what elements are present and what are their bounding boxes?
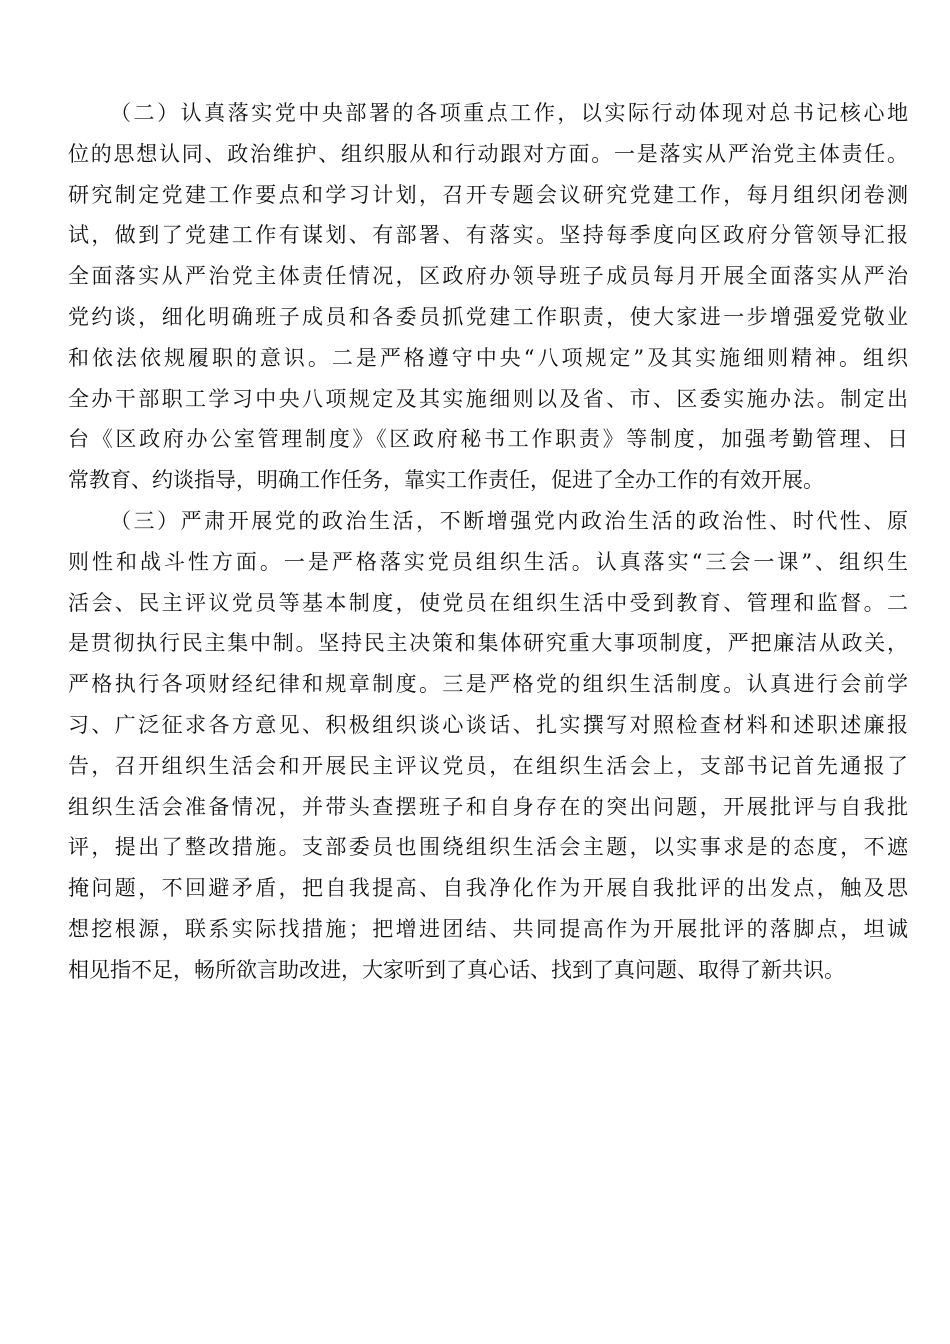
paragraph-3: [68, 501, 908, 991]
paragraph-line: 研究制定党建工作要点和学习计划，召开专题会议研究党建工作，每月组织闭卷测: [68, 182, 908, 207]
paragraph-line: 组织生活会准备情况，并带头查摆班子和自身存在的突出问题，开展批评与自我批: [68, 794, 908, 819]
paragraph-line: 则性和战斗性方面。一是严格落实党员组织生活。认真落实“三会一课”、组织生: [68, 549, 908, 574]
paragraph-line: 党约谈，细化明确班子成员和各委员抓党建工作职责，使大家进一步增强爱党敬业: [68, 304, 908, 329]
paragraph-line: 严格执行各项财经纪律和规章制度。三是严格党的组织生活制度。认真进行会前学: [68, 672, 908, 697]
paragraph-line: 和依法依规履职的意识。二是严格遵守中央“八项规定”及其实施细则精神。组织: [68, 345, 908, 370]
paragraph-line: 台《区政府办公室管理制度》《区政府秘书工作职责》等制度，加强考勤管理、日: [68, 427, 908, 452]
paragraph-line: 位的思想认同、政治维护、组织服从和行动跟对方面。一是落实从严治党主体责任。: [68, 141, 908, 166]
paragraph-line: 相见指不足，畅所欲言助改进，大家听到了真心话、找到了真问题、取得了新共识。: [68, 957, 845, 982]
paragraph-line: 试，做到了党建工作有谋划、有部署、有落实。坚持每季度向区政府分管领导汇报: [68, 223, 908, 248]
paragraph-line: 活会、民主评议党员等基本制度，使党员在组织生活中受到教育、管理和监督。二: [68, 590, 908, 615]
paragraph-line: 全办干部职工学习中央八项规定及其实施细则以及省、市、区委实施办法。制定出: [68, 386, 908, 411]
paragraph-line: （二）认真落实党中央部署的各项重点工作，以实际行动体现对总书记核心地: [110, 101, 908, 125]
paragraph-line: （三）严肃开展党的政治生活，不断增强党内政治生活的政治性、时代性、原: [110, 508, 908, 533]
paragraph-line: 是贯彻执行民主集中制。坚持民主决策和集体研究重大事项制度，严把廉洁从政关，: [68, 631, 908, 656]
paragraph-line: 评，提出了整改措施。支部委员也围绕组织生活会主题，以实事求是的态度，不遮: [68, 835, 908, 860]
paragraph-2: [68, 93, 908, 501]
paragraph-line: 告，召开组织生活会和开展民主评议党员，在组织生活会上，支部书记首先通报了: [68, 753, 908, 778]
document-body: [68, 93, 908, 991]
paragraph-line: 想挖根源，联系实际找措施；把增进团结、共同提高作为开展批评的落脚点，坦诚: [68, 916, 908, 941]
paragraph-line: 全面落实从严治党主体责任情况，区政府办领导班子成员每月开展全面落实从严治: [68, 264, 908, 289]
paragraph-line: 常教育、约谈指导，明确工作任务，靠实工作责任，促进了全办工作的有效开展。: [68, 468, 824, 493]
paragraph-line: 习、广泛征求各方意见、积极组织谈心谈话、扎实撰写对照检查材料和述职述廉报: [68, 712, 908, 737]
paragraph-line: 掩问题，不回避矛盾，把自我提高、自我净化作为开展自我批评的出发点，触及思: [68, 876, 908, 901]
